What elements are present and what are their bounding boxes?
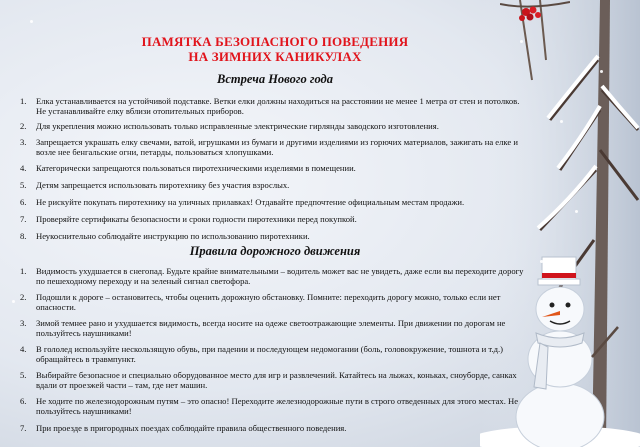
list-item (0, 423, 532, 434)
list-item (0, 163, 530, 174)
list-item (0, 197, 530, 208)
list-item (0, 214, 530, 225)
item-text: Елка устанавливается на устойчивой подставке. Ветки елки должны находиться на расстоянии не менее 1 метра от стен и потолков. Не устанавливайте елку вблизи отопительных приборов. (36, 96, 520, 117)
list-item (0, 180, 530, 191)
section1-heading: Встреча Нового года (217, 72, 333, 86)
list-item (0, 137, 530, 157)
page-title-line2: НА ЗИМНИХ КАНИКУЛАХ (188, 49, 362, 64)
item-number: 7. (20, 423, 27, 433)
item-text: Неукоснительно соблюдайте инструкцию по использованию пиротехники. (36, 231, 310, 241)
item-number: 2. (20, 121, 27, 131)
item-text: Для укрепления можно использовать только исправленные электрические гирлянды заводского изготовления. (36, 121, 439, 131)
list-item (0, 121, 530, 132)
item-number: 1. (20, 266, 27, 276)
item-number: 6. (20, 396, 27, 406)
list-item (0, 396, 532, 416)
item-text: Зимой темнее рано и ухудшается видимость, всегда носите на одеже светоотражающие элементы. При движении по дорогам не пользуйтесь наушниками! (36, 318, 506, 339)
item-number: 7. (20, 214, 27, 224)
list-item (0, 370, 532, 390)
section1-list (0, 96, 530, 242)
item-text: Не рискуйте покупать пиротехнику на уличных прилавках! Отдавайте предпочтение официальным местам продажи. (36, 197, 465, 207)
item-text: Не ходите по железнодорожным путям – это опасно! Переходите железнодорожные пути в строго отведенных для этого местах. Не пользуйтесь наушниками! (36, 396, 519, 417)
item-number: 1. (20, 96, 27, 106)
item-text: Выбирайте безопасное и специально оборудованное место для игр и развлечений. Катайтесь на лыжах, коньках, сноуборде, санках вдали от проезжей части – там, где нет машин. (36, 370, 517, 391)
item-text: В гололед используйте нескользящую обувь, при падении и последующем недомогании (боль, головокружение, тошнота и т.д.) обращайтесь в травмпункт. (36, 344, 504, 365)
item-number: 3. (20, 318, 27, 328)
item-text: Детям запрещается использовать пиротехнику без участия взрослых. (36, 180, 290, 190)
item-text: Видимость ухудшается в снегопад. Будьте крайне внимательными – водитель может вас не увидеть, даже если вы переходите дорогу по пешеходному переходу и на зеленый сигнал светофора. (36, 266, 524, 287)
section2-heading: Правила дорожного движения (189, 244, 361, 258)
item-number: 5. (20, 180, 27, 190)
item-number: 5. (20, 370, 27, 380)
item-number: 6. (20, 197, 27, 207)
list-item (0, 344, 532, 364)
item-text: Категорически запрещаются пользоваться пиротехническими изделиями в помещении. (36, 163, 356, 173)
list-item (0, 96, 530, 116)
item-text: Подошли к дороге – остановитесь, чтобы оценить дорожную обстановку. Помните: переходить дорогу можно, только если нет опасности. (36, 292, 501, 313)
item-text: Проверяйте сертификаты безопасности и сроки годности пиротехники перед покупкой. (36, 214, 357, 224)
section2-list (0, 266, 532, 434)
list-item (0, 292, 532, 312)
item-number: 4. (20, 163, 27, 173)
item-text: Запрещается украшать елку свечами, ватой, игрушками из бумаги и другими изделиями из горючих материалов, зажигать на елке и возле нее бенгальские огни, петарды, пользоваться хлопушками. (36, 137, 518, 158)
list-item (0, 231, 530, 242)
item-text: При проезде в пригородных поездах соблюдайте правила общественного поведения. (36, 423, 347, 433)
item-number: 8. (20, 231, 27, 241)
item-number: 4. (20, 344, 27, 354)
item-number: 2. (20, 292, 27, 302)
list-item (0, 266, 532, 286)
item-number: 3. (20, 137, 27, 147)
page-title-line1: ПАМЯТКА БЕЗОПАСНОГО ПОВЕДЕНИЯ (141, 34, 409, 49)
list-item (0, 318, 532, 338)
